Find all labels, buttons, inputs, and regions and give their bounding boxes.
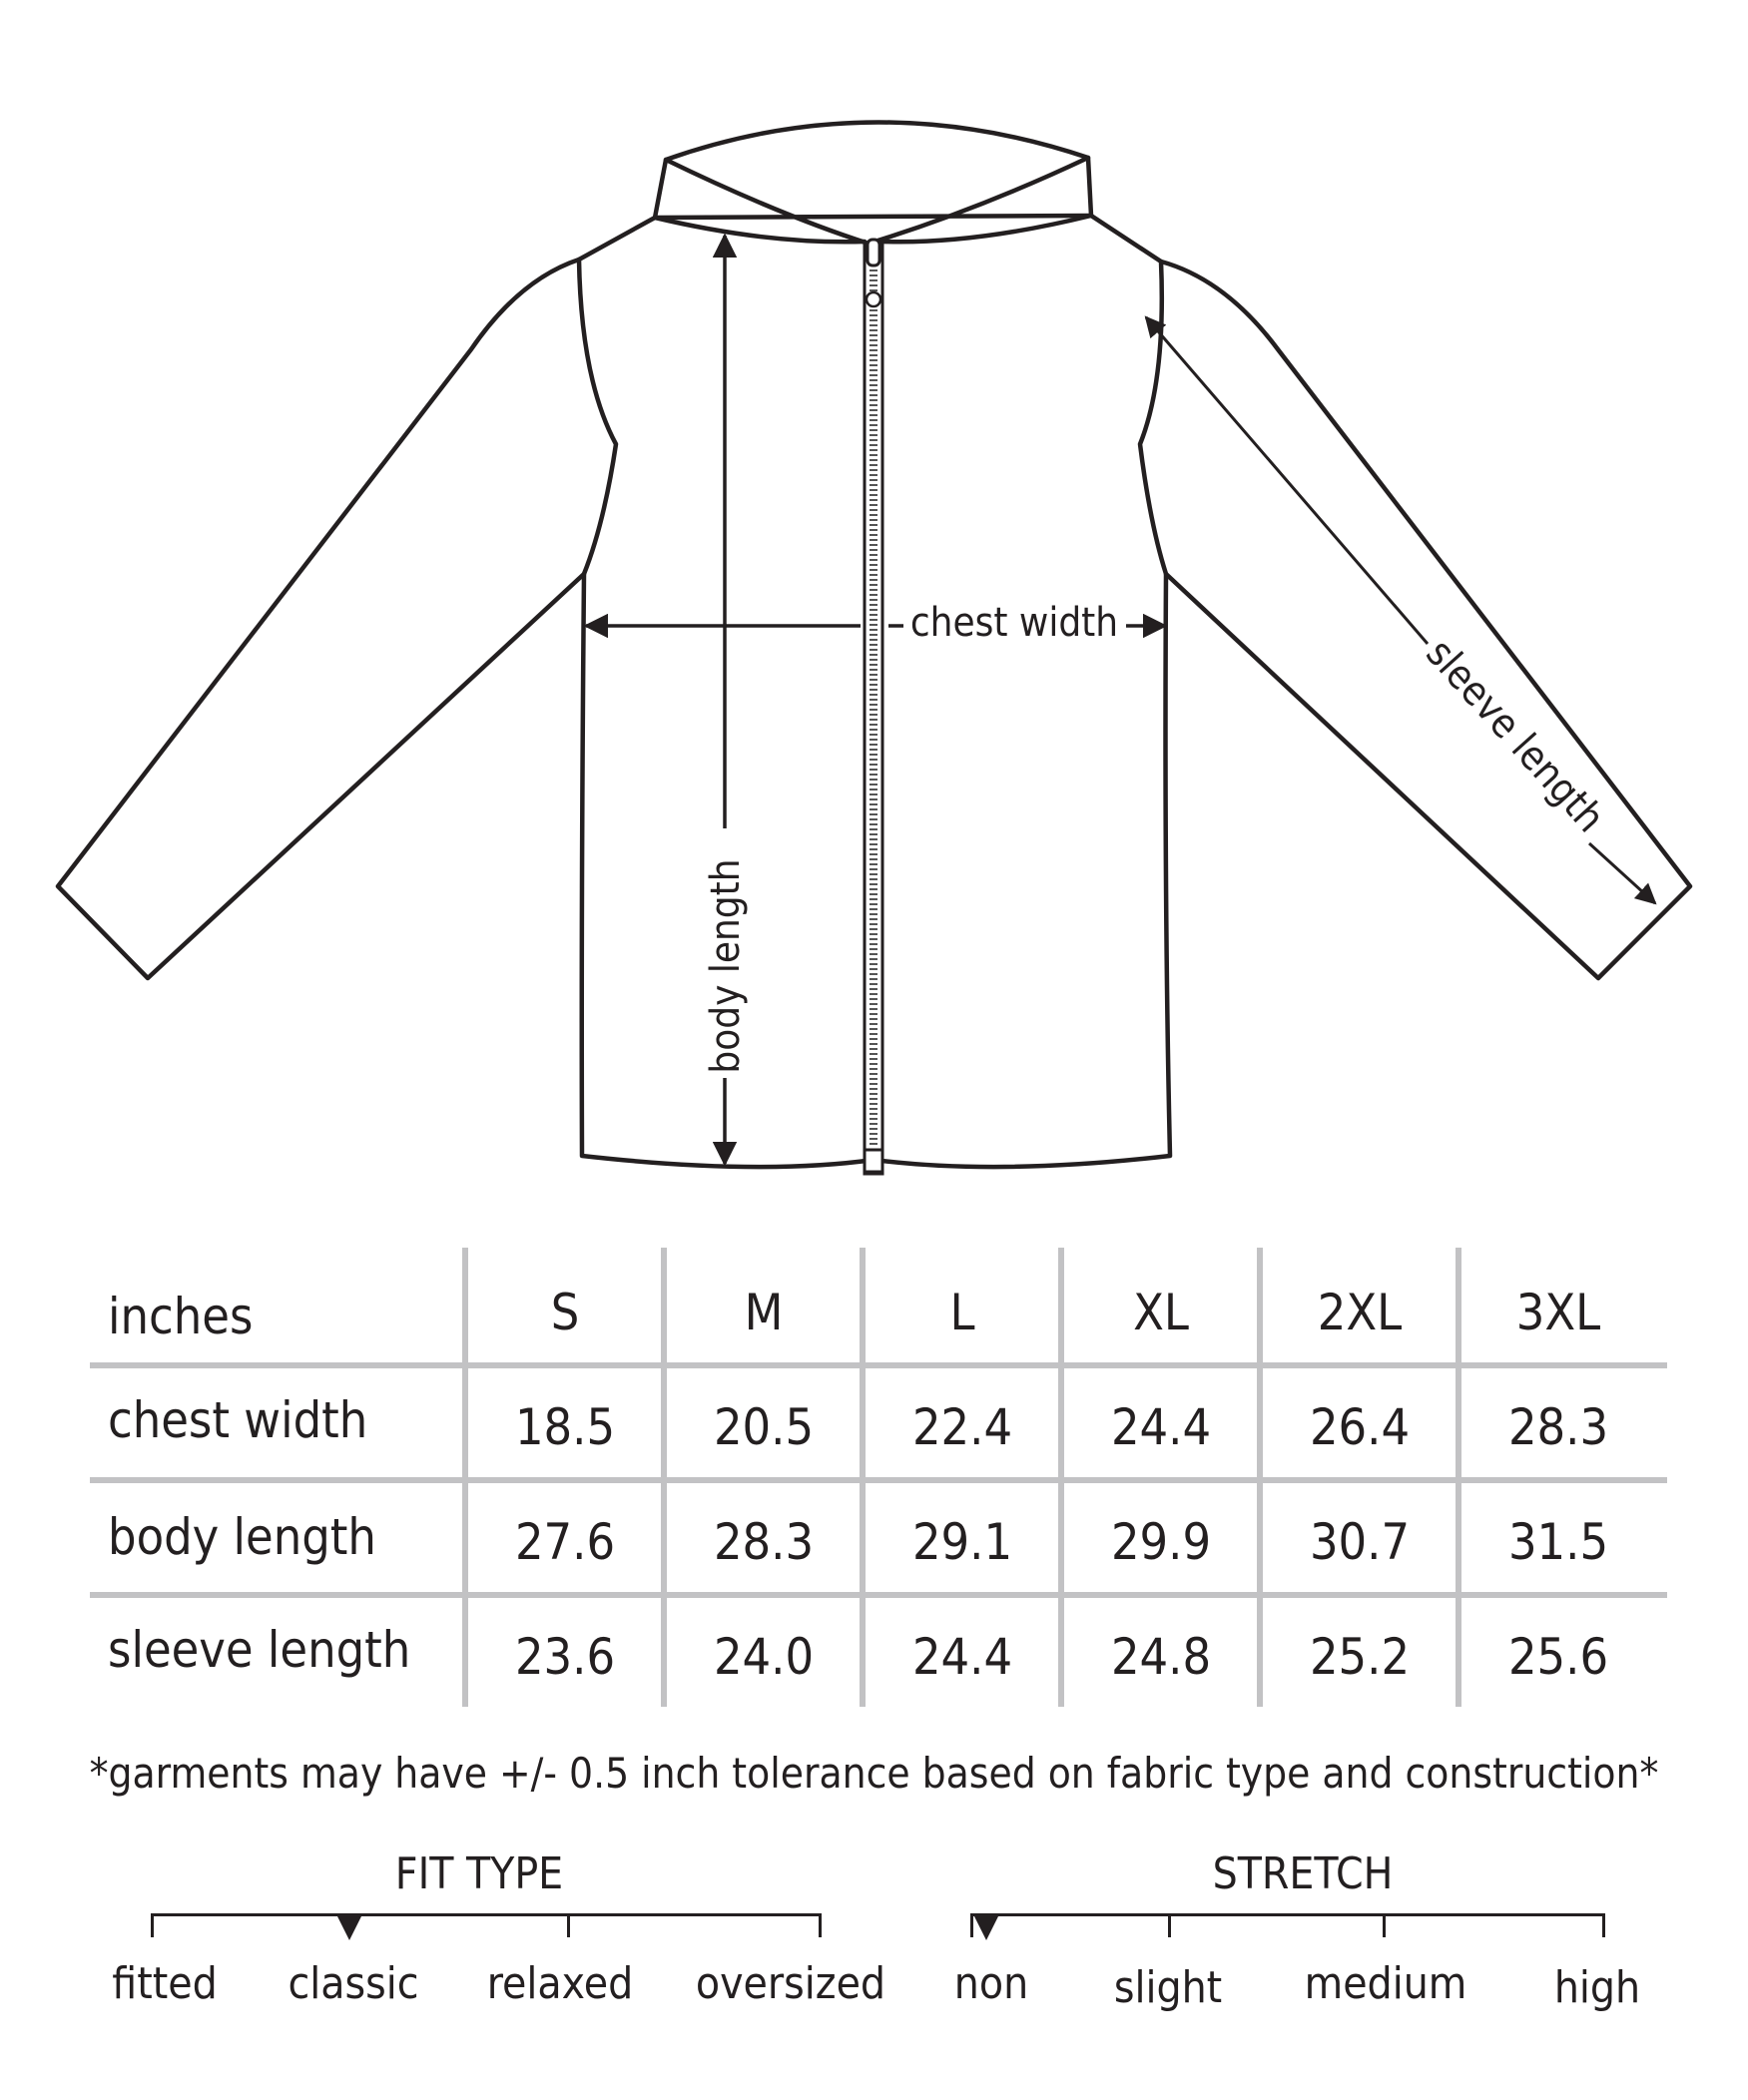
table-cell: 20.5 [713, 1398, 815, 1456]
fit-type-scale-line [151, 1913, 822, 1916]
table-cell: 27.6 [514, 1513, 616, 1571]
row-label-sleeve-length: sleeve length [108, 1621, 411, 1679]
table-cell: 23.6 [514, 1628, 616, 1686]
table-cell: 26.4 [1309, 1398, 1411, 1456]
stretch-label-medium: medium [1304, 1958, 1467, 2009]
fit-type-label-oversized: oversized [695, 1958, 886, 2009]
table-cell: 28.3 [1507, 1398, 1609, 1456]
left-sleeve-outline [58, 260, 584, 978]
stretch-tick [1168, 1913, 1171, 1937]
table-cell: 29.9 [1110, 1513, 1212, 1571]
table-cell: 25.6 [1507, 1628, 1609, 1686]
table-cell: 22.4 [911, 1398, 1013, 1456]
size-header-2xl: 2XL [1317, 1284, 1403, 1341]
body-length-label: body length [703, 858, 749, 1074]
size-header-l: L [949, 1284, 975, 1341]
table-cell: 30.7 [1309, 1513, 1411, 1571]
table-cell: 29.1 [911, 1513, 1013, 1571]
table-cell: 25.2 [1309, 1628, 1411, 1686]
sleeve-length-label: sleeve length [1417, 630, 1613, 841]
table-cell: 24.4 [1110, 1398, 1212, 1456]
right-sleeve-outline [1161, 262, 1690, 978]
table-cell: 24.4 [911, 1628, 1013, 1686]
stretch-scale-line [970, 1913, 1605, 1916]
fit-type-label-relaxed: relaxed [486, 1958, 634, 2009]
grid-line [90, 1362, 1667, 1368]
stretch-tick [1602, 1913, 1605, 1937]
stretch-label-slight: slight [1113, 1962, 1223, 2013]
unit-label: inches [108, 1288, 254, 1345]
table-cell: 24.0 [713, 1628, 815, 1686]
fit-type-label-fitted: fitted [112, 1958, 218, 2009]
size-header-3xl: 3XL [1515, 1284, 1601, 1341]
row-label-body-length: body length [108, 1508, 376, 1566]
grid-line [90, 1477, 1667, 1483]
size-header-s: S [550, 1284, 580, 1341]
table-cell: 18.5 [514, 1398, 616, 1456]
stretch-label-high: high [1553, 1962, 1641, 2013]
size-table [90, 1248, 1667, 1707]
size-header-xl: XL [1133, 1284, 1189, 1341]
grid-line [90, 1592, 1667, 1598]
size-header-m: M [744, 1284, 784, 1341]
table-cell: 24.8 [1110, 1628, 1212, 1686]
zipper [865, 240, 882, 1174]
stretch-label-non: non [953, 1958, 1029, 2009]
chest-width-label: chest width [909, 600, 1119, 646]
stretch-pointer [973, 1914, 999, 1940]
fit-type-tick [151, 1913, 154, 1937]
sleeve-length-arrow-bottom [1589, 843, 1655, 903]
table-cell: 28.3 [713, 1513, 815, 1571]
fit-type-pointer [336, 1914, 362, 1940]
fit-type-title: FIT TYPE [394, 1848, 564, 1899]
fit-type-tick [819, 1913, 822, 1937]
fit-type-label-classic: classic [288, 1958, 419, 2009]
hood-outline [655, 122, 1091, 218]
table-cell: 31.5 [1507, 1513, 1609, 1571]
fit-type-tick [567, 1913, 570, 1937]
tolerance-note: *garments may have +/- 0.5 inch tolerance based on fabric type and construction* [89, 1749, 1659, 1798]
stretch-tick [1383, 1913, 1386, 1937]
stretch-title: STRETCH [1212, 1848, 1394, 1899]
row-label-chest-width: chest width [108, 1391, 368, 1449]
